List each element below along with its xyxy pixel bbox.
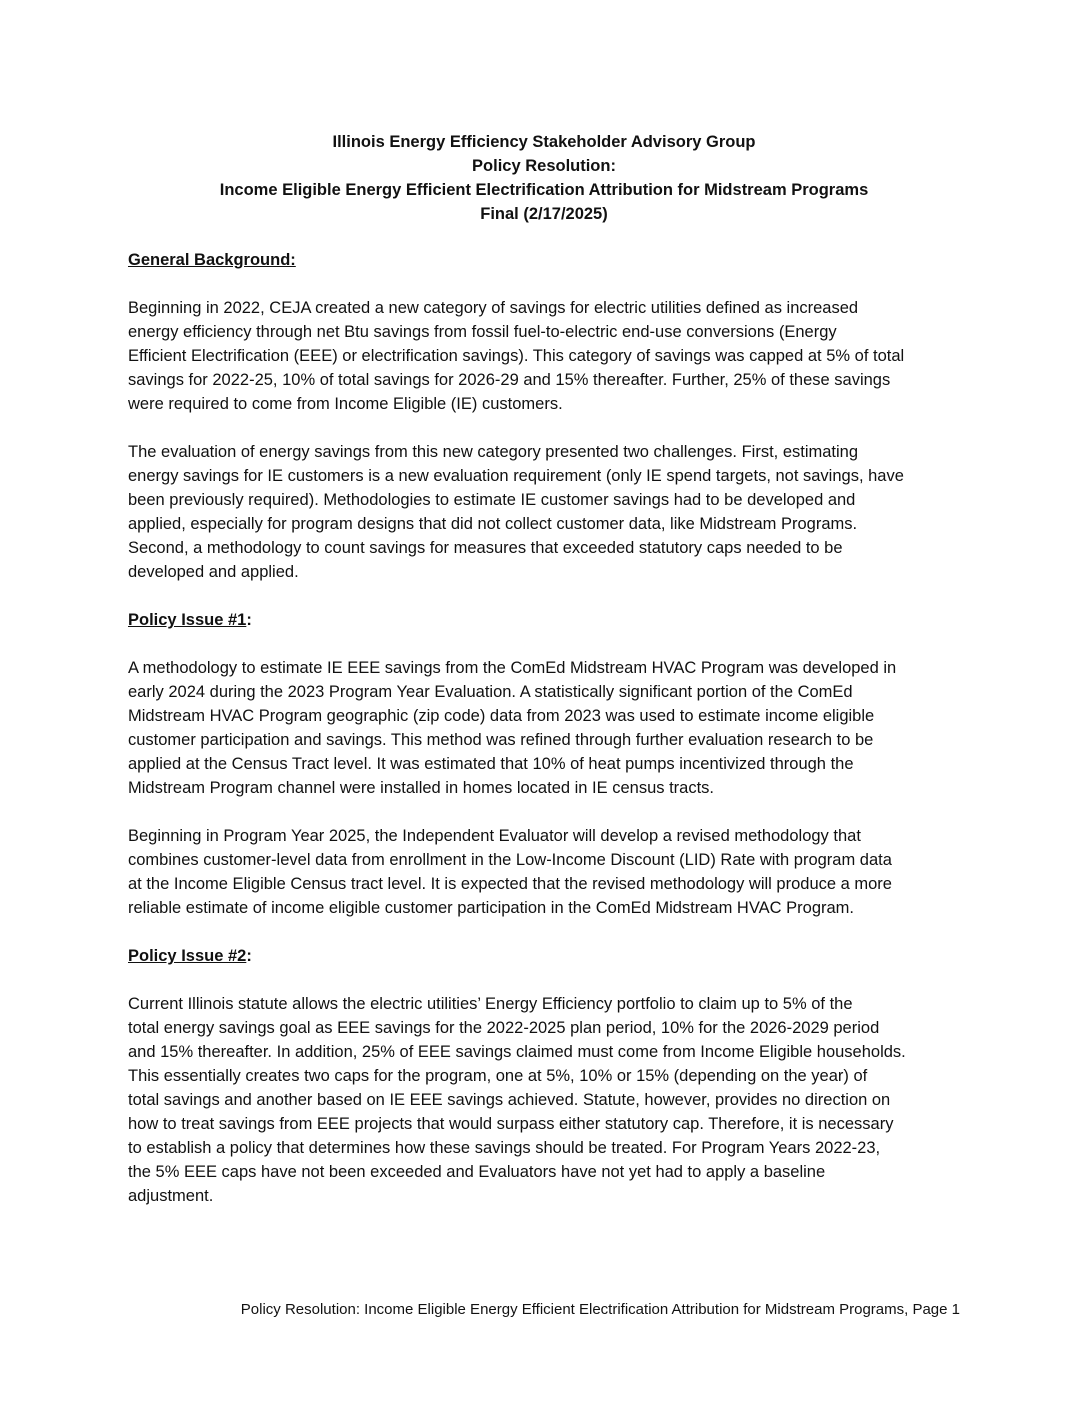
text-line: at the Income Eligible Census tract level. It is expected that the revised methodology will produce a more bbox=[128, 875, 892, 893]
section-heading-policy-issue-2: Policy Issue #2: bbox=[128, 947, 252, 965]
title-line-subject: Income Eligible Energy Efficient Electrification Attribution for Midstream Programs bbox=[219, 181, 869, 199]
text-line: adjustment. bbox=[128, 1187, 214, 1205]
page-footer: Policy Resolution: Income Eligible Energy Efficient Electrification Attribution for Midstream Programs, Page 1 bbox=[240, 1301, 960, 1318]
text-line: energy savings for IE customers is a new evaluation requirement (only IE spend targets, not savings, have bbox=[128, 467, 904, 485]
text-line: Efficient Electrification (EEE) or electrification savings). This category of savings was capped at 5% of total bbox=[128, 347, 905, 365]
text-line: to establish a policy that determines how these savings should be treated. For Program Years 2022-23, bbox=[128, 1139, 881, 1157]
text-line: Midstream HVAC Program geographic (zip code) data from 2023 was used to estimate income eligible bbox=[128, 707, 875, 725]
document-body bbox=[128, 248, 963, 1232]
text-line: were required to come from Income Eligible (IE) customers. bbox=[128, 395, 563, 413]
text-line: Current Illinois statute allows the electric utilities’ Energy Efficiency portfolio to claim up to 5% of the bbox=[128, 995, 853, 1013]
title-line-organization: Illinois Energy Efficiency Stakeholder Advisory Group bbox=[332, 133, 756, 151]
text-line: savings for 2022-25, 10% of total savings for 2026-29 and 15% thereafter. Further, 25% of these savings bbox=[128, 371, 891, 389]
text-line: combines customer-level data from enrollment in the Low-Income Discount (LID) Rate with program data bbox=[128, 851, 892, 869]
section-heading-policy-issue-1: Policy Issue #1: bbox=[128, 611, 252, 629]
title-line-type: Policy Resolution: bbox=[472, 157, 616, 175]
text-line: developed and applied. bbox=[128, 563, 299, 581]
text-line: A methodology to estimate IE EEE savings from the ComEd Midstream HVAC Program was developed in bbox=[128, 659, 897, 677]
general-background-paragraph-1 bbox=[128, 296, 963, 416]
text-line: total savings and another based on IE EEE savings achieved. Statute, however, provides no direction on bbox=[128, 1091, 891, 1109]
text-line: been previously required). Methodologies to estimate IE customer savings had to be developed and bbox=[128, 491, 856, 509]
text-line: The evaluation of energy savings from this new category presented two challenges. First, estimating bbox=[128, 443, 859, 461]
section-heading-general-background: General Background: bbox=[128, 251, 296, 269]
policy-issue-1-paragraph-2 bbox=[128, 824, 963, 920]
text-line: Beginning in 2022, CEJA created a new category of savings for electric utilities defined as increased bbox=[128, 299, 859, 317]
title-line-status-date: Final (2/17/2025) bbox=[480, 205, 608, 223]
general-background-paragraph-2 bbox=[128, 440, 963, 584]
text-line: the 5% EEE caps have not been exceeded and Evaluators have not yet had to apply a baseline bbox=[128, 1163, 826, 1181]
text-line: reliable estimate of income eligible customer participation in the ComEd Midstream HVAC Program. bbox=[128, 899, 854, 917]
text-line: Midstream Program channel were installed in homes located in IE census tracts. bbox=[128, 779, 715, 797]
text-line: how to treat savings from EEE projects that would surpass either statutory cap. Therefore, it is necessary bbox=[128, 1115, 894, 1133]
text-line: applied at the Census Tract level. It was estimated that 10% of heat pumps incentivized through the bbox=[128, 755, 854, 773]
policy-issue-1-paragraph-1 bbox=[128, 656, 963, 800]
policy-issue-2-paragraph-1 bbox=[128, 992, 963, 1208]
text-line: This essentially creates two caps for the program, one at 5%, 10% or 15% (depending on the year) of bbox=[128, 1067, 868, 1085]
text-line: early 2024 during the 2023 Program Year Evaluation. A statistically significant portion of the ComEd bbox=[128, 683, 853, 701]
text-line: total energy savings goal as EEE savings for the 2022-2025 plan period, 10% for the 2026-2029 period bbox=[128, 1019, 880, 1037]
text-line: applied, especially for program designs that did not collect customer data, like Midstream Programs. bbox=[128, 515, 858, 533]
text-line: energy efficiency through net Btu savings from fossil fuel-to-electric end-use conversions (Energy bbox=[128, 323, 837, 341]
text-line: Second, a methodology to count savings for measures that exceeded statutory caps needed to be bbox=[128, 539, 843, 557]
text-line: Beginning in Program Year 2025, the Independent Evaluator will develop a revised methodology that bbox=[128, 827, 861, 845]
document-title-block bbox=[0, 130, 1088, 226]
text-line: customer participation and savings. This method was refined through further evaluation research to be bbox=[128, 731, 874, 749]
text-line: and 15% thereafter. In addition, 25% of EEE savings claimed must come from Income Eligible households. bbox=[128, 1043, 906, 1061]
